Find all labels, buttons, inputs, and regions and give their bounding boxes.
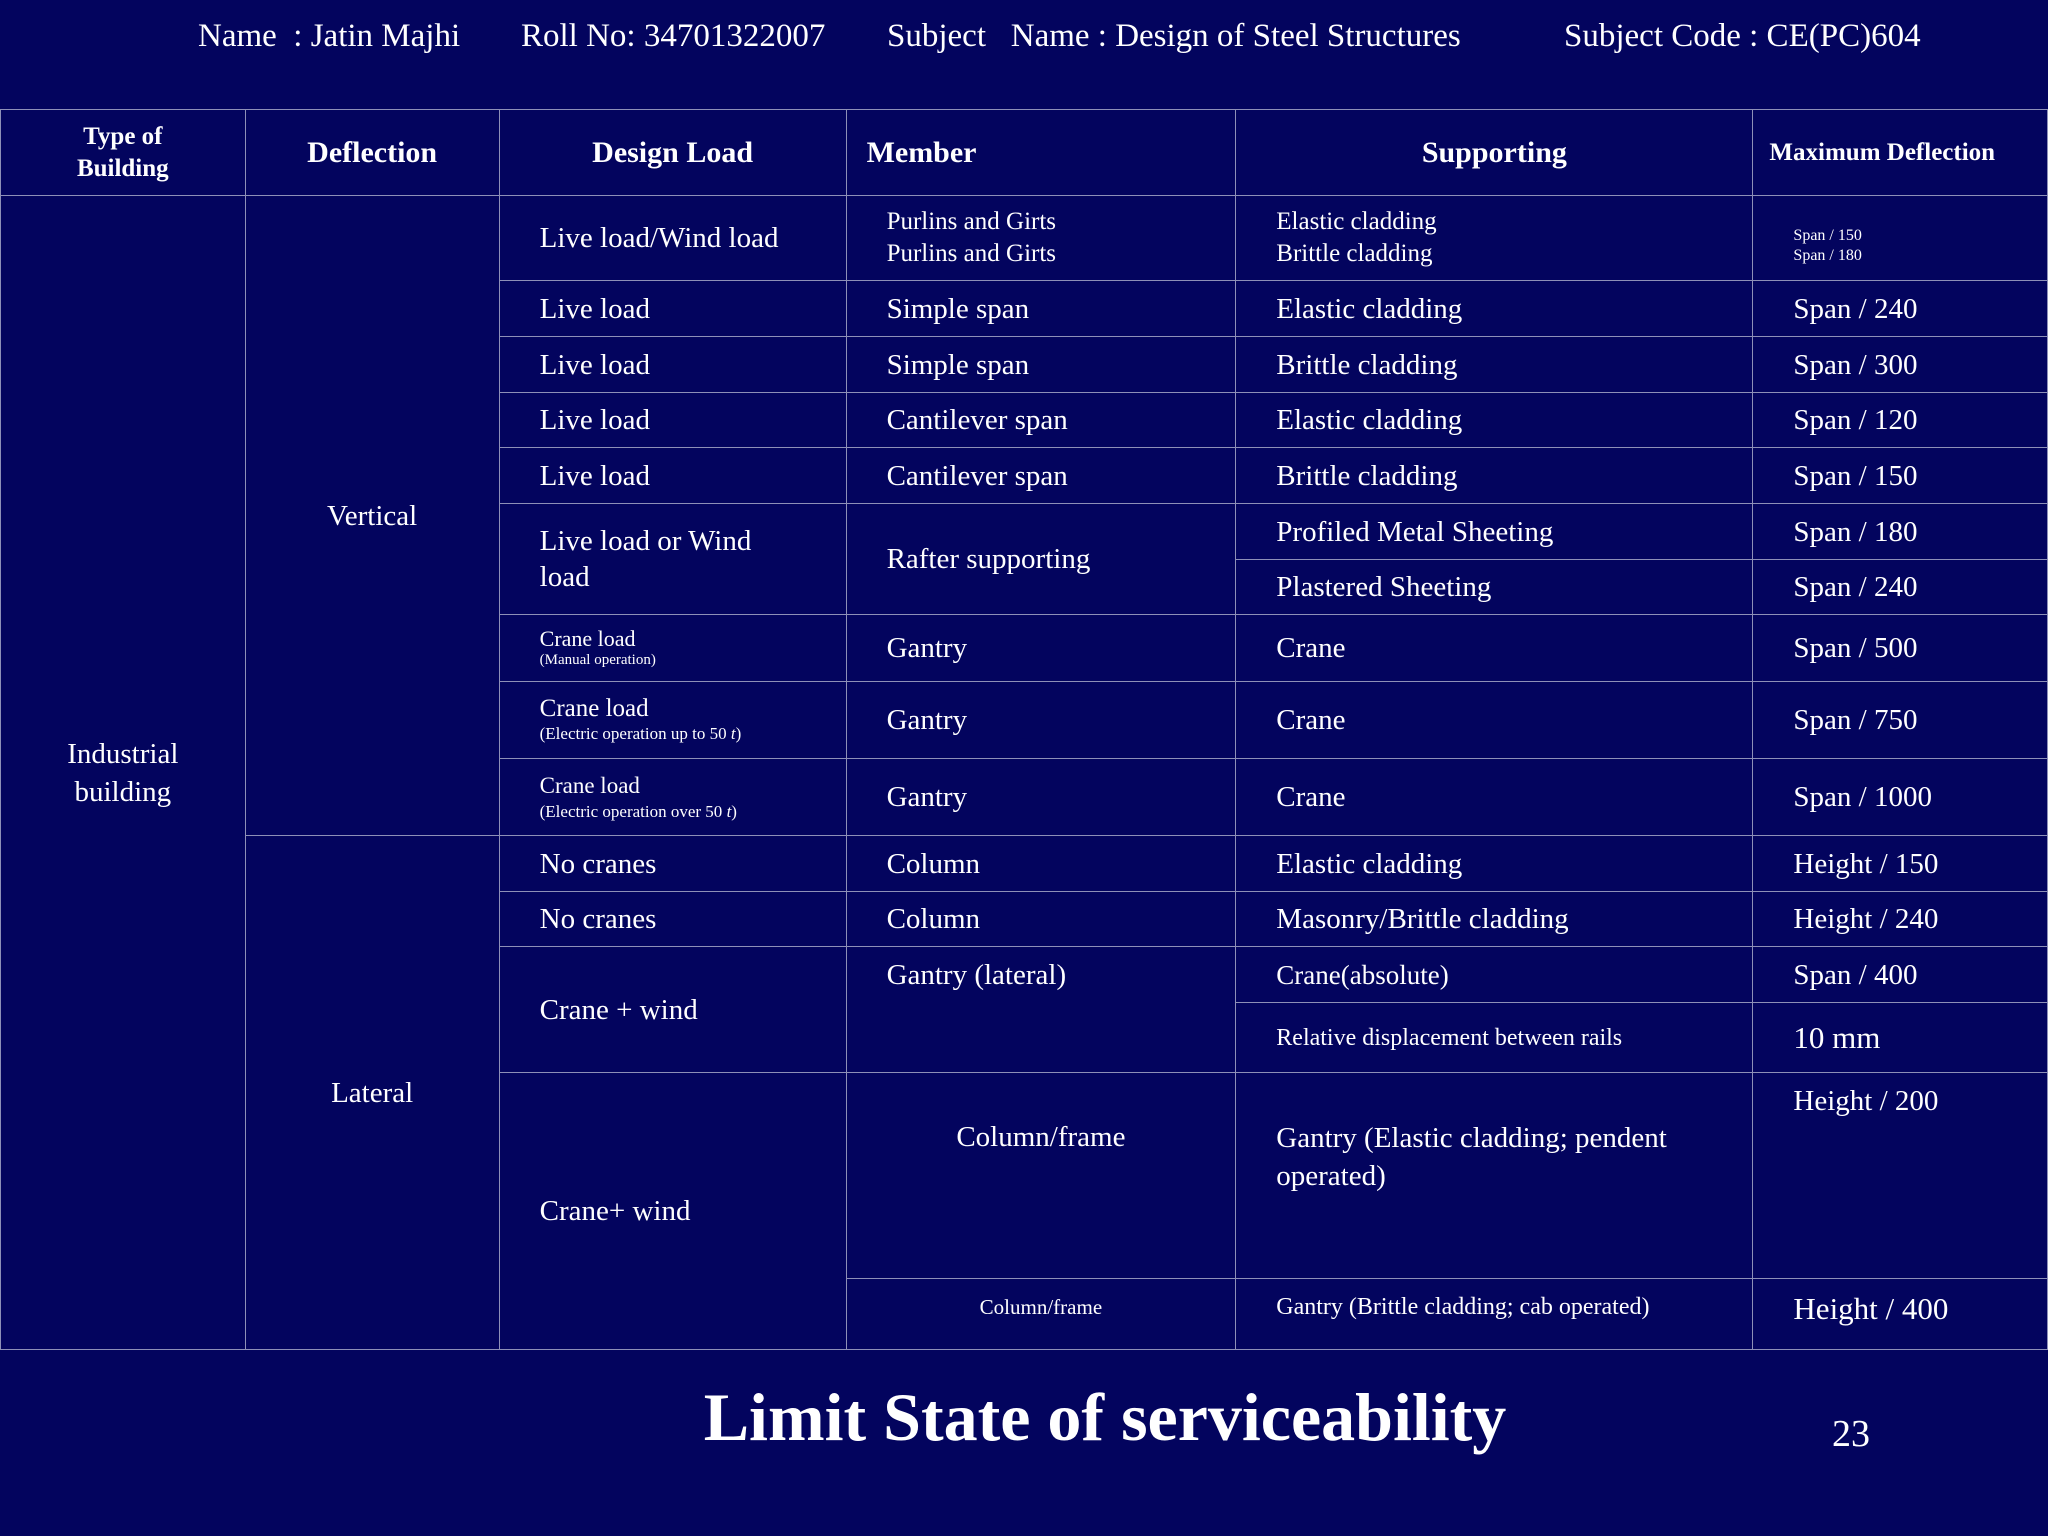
max-deflection-cell: Span / 150 (1753, 448, 2048, 504)
member-cell: Gantry (846, 759, 1236, 836)
design-load-text: Live load or Wind load (539, 525, 752, 593)
member-text: Column/frame (956, 1121, 1126, 1153)
page-number: 23 (1832, 1413, 1870, 1455)
member-cell: Cantilever span (846, 448, 1236, 504)
table-header-row (1, 110, 2048, 196)
supporting-text: Gantry (Brittle cladding; cab operated) (1276, 1294, 1650, 1320)
supporting-cell: Crane (1236, 682, 1753, 759)
member-text: Column/frame (979, 1295, 1103, 1319)
supporting-cell (1236, 1073, 1753, 1279)
support-line-1: Elastic cladding (1276, 208, 1437, 235)
header-type-of-building: Type of Building (1, 110, 246, 196)
member-cell: Gantry (846, 682, 1236, 759)
design-load-cell (499, 615, 846, 682)
max-deflection-cell: 10 mm (1753, 1003, 2048, 1073)
max-line-2: Span / 180 (1793, 247, 1862, 264)
design-load-note: (Electric operation up to 50 t) (539, 724, 742, 743)
design-load-text: Crane load (539, 626, 636, 651)
supporting-cell: Elastic cladding (1236, 836, 1753, 892)
design-load-note: (Manual operation) (539, 652, 656, 668)
member-cell: Simple span (846, 281, 1236, 337)
vertical-deflection-cell (245, 196, 499, 836)
max-deflection-text: Height / 200 (1793, 1085, 1939, 1117)
deflection-limits-table (0, 109, 2048, 1350)
max-deflection-cell (1753, 1279, 2048, 1350)
member-line-1: Purlins and Girts (886, 208, 1057, 235)
member-line-2: Purlins and Girts (886, 240, 1057, 267)
supporting-cell: Relative displacement between rails (1236, 1003, 1753, 1073)
supporting-cell (1236, 1279, 1753, 1350)
design-load-cell: Crane+ wind (499, 1073, 846, 1350)
table-row (1, 836, 2048, 892)
header-design-load: Design Load (499, 110, 846, 196)
max-deflection-cell (1753, 196, 2048, 281)
max-line-1: Span / 150 (1793, 227, 1862, 244)
header-member: Member (846, 110, 1236, 196)
max-deflection-cell: Span / 180 (1753, 504, 2048, 560)
max-deflection-cell: Height / 240 (1753, 892, 2048, 947)
supporting-cell: Crane(absolute) (1236, 947, 1753, 1003)
building-type: Industrial building (67, 737, 179, 808)
max-deflection-cell: Span / 300 (1753, 337, 2048, 393)
max-deflection-cell: Span / 120 (1753, 393, 2048, 448)
design-load-text: Crane load (539, 773, 640, 798)
design-load-cell: Live load/Wind load (499, 196, 846, 281)
supporting-cell (1236, 196, 1753, 281)
member-cell: Column (846, 836, 1236, 892)
design-load-cell: Live load (499, 281, 846, 337)
supporting-cell: Plastered Sheeting (1236, 560, 1753, 615)
supporting-cell: Elastic cladding (1236, 281, 1753, 337)
supporting-cell: Brittle cladding (1236, 337, 1753, 393)
max-deflection-cell: Span / 240 (1753, 560, 2048, 615)
max-deflection-cell: Span / 400 (1753, 947, 2048, 1003)
slide-title: Limit State of serviceability (703, 1379, 1507, 1455)
member-text: Gantry (lateral) (886, 959, 1067, 991)
subject-name: Subject Name : Design of Steel Structures (887, 18, 1461, 54)
table-row (1, 196, 2048, 281)
supporting-cell: Crane (1236, 759, 1753, 836)
roll-number: Roll No: 34701322007 (521, 18, 826, 54)
header-deflection: Deflection (245, 110, 499, 196)
supporting-cell: Crane (1236, 615, 1753, 682)
max-deflection-cell: Span / 1000 (1753, 759, 2048, 836)
member-cell (846, 196, 1236, 281)
member-cell: Simple span (846, 337, 1236, 393)
design-load-cell (499, 504, 846, 615)
supporting-cell: Masonry/Brittle cladding (1236, 892, 1753, 947)
supporting-cell: Profiled Metal Sheeting (1236, 504, 1753, 560)
member-cell: Gantry (846, 615, 1236, 682)
member-cell (846, 1279, 1236, 1350)
lateral-deflection-cell (245, 836, 499, 1350)
design-load-cell: Live load (499, 448, 846, 504)
supporting-text: Gantry (Elastic cladding; pendent operated) (1276, 1122, 1667, 1192)
max-deflection-cell: Height / 150 (1753, 836, 2048, 892)
support-line-2: Brittle cladding (1276, 240, 1433, 267)
member-cell (846, 1073, 1236, 1279)
member-cell: Column (846, 892, 1236, 947)
member-cell: Cantilever span (846, 393, 1236, 448)
member-cell (846, 947, 1236, 1073)
max-deflection-cell: Span / 750 (1753, 682, 2048, 759)
student-name: Name : Jatin Majhi (198, 18, 461, 54)
max-deflection-cell: Span / 240 (1753, 281, 2048, 337)
supporting-cell: Brittle cladding (1236, 448, 1753, 504)
design-load-text: Crane load (539, 695, 649, 722)
lateral-label: Lateral (331, 1076, 414, 1109)
design-load-cell: Crane + wind (499, 947, 846, 1073)
design-load-note: (Electric operation over 50 t) (539, 802, 737, 821)
max-deflection-cell (1753, 1073, 2048, 1279)
subject-code: Subject Code : CE(PC)604 (1564, 18, 1921, 54)
design-load-cell (499, 759, 846, 836)
design-load-cell: No cranes (499, 836, 846, 892)
max-deflection-text: Height / 400 (1793, 1291, 1949, 1326)
max-deflection-cell: Span / 500 (1753, 615, 2048, 682)
design-load-cell: Live load (499, 337, 846, 393)
member-cell: Rafter supporting (846, 504, 1236, 615)
design-load-cell (499, 682, 846, 759)
design-load-cell: Live load (499, 393, 846, 448)
header-maximum-deflection: Maximum Deflection (1753, 110, 2048, 196)
building-type-cell (1, 196, 246, 1350)
vertical-label: Vertical (327, 499, 418, 532)
header-supporting: Supporting (1236, 110, 1753, 196)
supporting-cell: Elastic cladding (1236, 393, 1753, 448)
design-load-cell: No cranes (499, 892, 846, 947)
